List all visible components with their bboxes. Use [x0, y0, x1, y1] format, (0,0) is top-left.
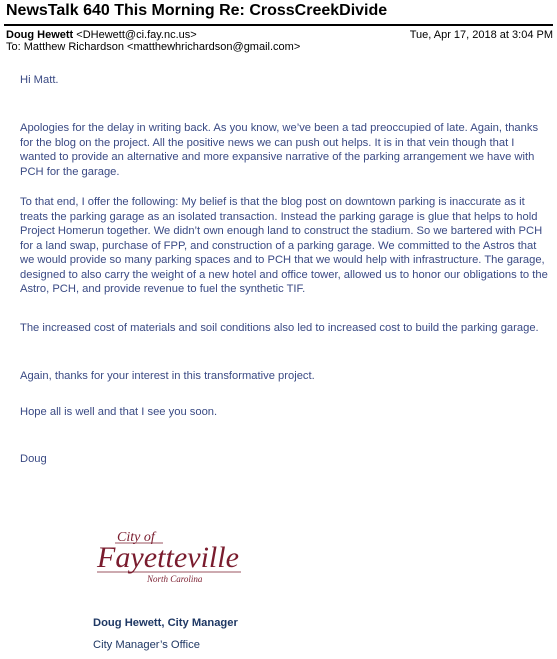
- email-subject: NewsTalk 640 This Morning Re: CrossCreekDivide: [6, 2, 388, 19]
- svg-text:North Carolina: North Carolina: [147, 574, 203, 584]
- sender-line: [6, 29, 197, 41]
- greeting: Hi Matt.: [20, 74, 59, 86]
- sender-address[interactable]: <DHewett@ci.fay.nc.us>: [76, 29, 197, 41]
- signature-name-title: Doug Hewett, City Manager: [93, 617, 238, 629]
- paragraph-3: The increased cost of materials and soil conditions also led to increased cost to build the parking garage.: [20, 322, 539, 334]
- header-divider: [4, 24, 553, 26]
- sent-date: Tue, Apr 17, 2018 at 3:04 PM: [409, 29, 553, 41]
- recipient-line: To: Matthew Richardson <matthewhrichardson@gmail.com>: [6, 41, 301, 53]
- paragraph-2: To that end, I offer the following: My belief is that the blog post on downtown parking is inaccurate as it treats the parking garage as an isolated transaction. Instead the parking garage is glue that helps to hold Project Homerun together. We didn’t own enough land to construct the stadium. So we bartered with PCH for a land swap, purchase of FPP, and construction of a parking garage. We committed to the Astros that we would provide so many parking spaces and to PCH that we would help with infrastructure. The garage, designed to also carry the weight of a new hotel and office tower, allowed us to honor our obligations to the Astro, PCH, and provide revenue to fuel the synthetic TIF.: [20, 196, 548, 295]
- paragraph-5: Hope all is well and that I see you soon.: [20, 406, 218, 418]
- signature-office: City Manager’s Office: [93, 639, 200, 651]
- sender-name: Doug Hewett: [6, 29, 74, 41]
- svg-text:Fayetteville: Fayetteville: [95, 541, 240, 574]
- paragraph-1: Apologies for the delay in writing back. As you know, we’ve been a tad preoccupied of late. Again, thanks for the blog on the project. All the positive news we can push out helps. It is in that vein though that I wanted to provide an alternative and more expansive narrative of the parking arrangement we have with PCH for the garage.: [20, 122, 539, 178]
- paragraph-4: Again, thanks for your interest in this transformative project.: [20, 370, 315, 382]
- svg-text:City of: City of: [117, 530, 155, 545]
- closing: Doug: [20, 453, 47, 465]
- city-of-fayetteville-logo: [95, 525, 245, 587]
